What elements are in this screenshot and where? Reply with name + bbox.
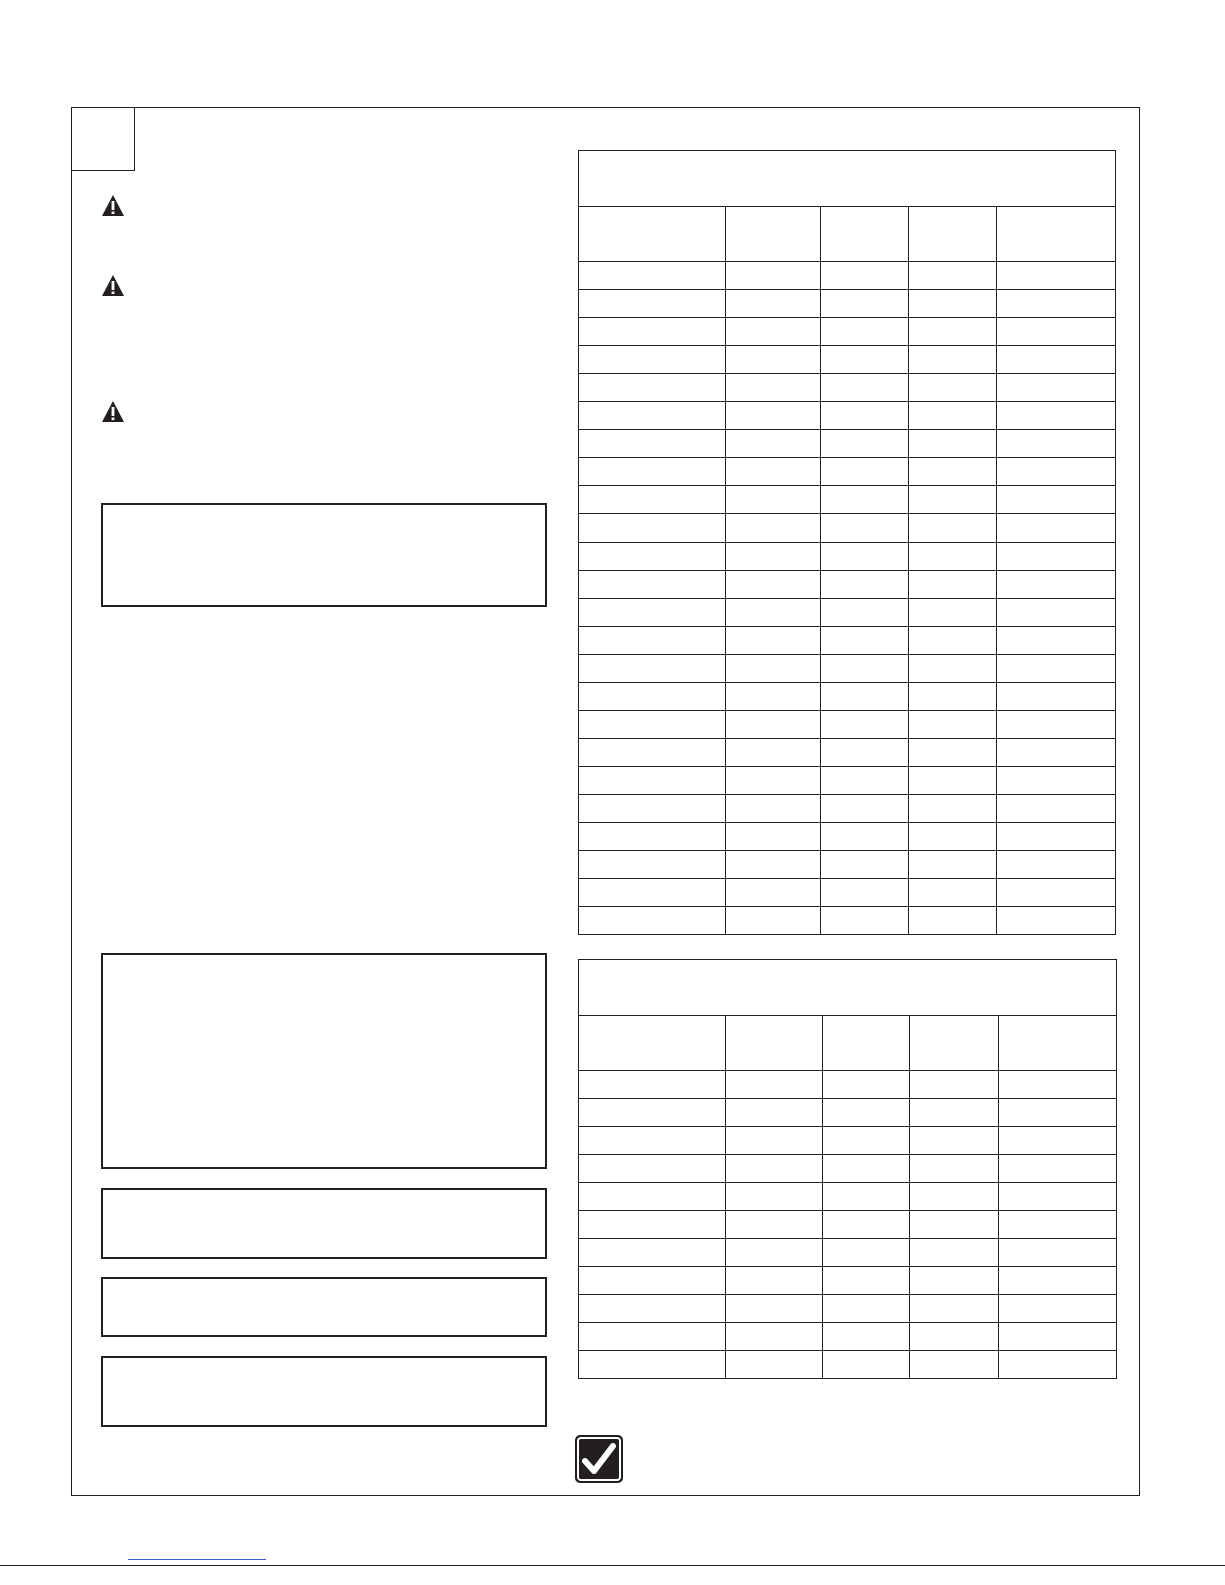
footer-link[interactable] xyxy=(128,1559,266,1560)
table-header-rule xyxy=(579,261,1115,262)
table-row xyxy=(579,429,1115,430)
note-box xyxy=(101,1277,547,1337)
table-header-cell xyxy=(822,1015,909,1070)
table-row xyxy=(579,710,1115,711)
note-box xyxy=(101,1188,547,1259)
table-row xyxy=(579,317,1115,318)
note-box xyxy=(101,1356,547,1427)
table-row xyxy=(579,1238,1116,1239)
table-row xyxy=(579,373,1115,374)
table-header-cell xyxy=(579,206,725,261)
table-row xyxy=(579,1322,1116,1323)
table-row xyxy=(579,850,1115,851)
table-header-cell xyxy=(908,206,996,261)
table-header-cell xyxy=(725,206,820,261)
warning-triangle-icon xyxy=(101,274,125,298)
table-row xyxy=(579,1154,1116,1155)
table-row xyxy=(579,682,1115,683)
table-row xyxy=(579,794,1115,795)
table-column-rule xyxy=(725,206,726,934)
warning-triangle-icon xyxy=(101,400,125,424)
table-row xyxy=(579,626,1115,627)
table-header-cell xyxy=(909,1015,998,1070)
table-row xyxy=(579,878,1115,879)
table-row xyxy=(579,766,1115,767)
table-title xyxy=(579,960,1116,1016)
table-row xyxy=(579,570,1115,571)
table-header-cell xyxy=(725,1015,822,1070)
table-row xyxy=(579,738,1115,739)
table-header-cell xyxy=(996,206,1115,261)
table-row xyxy=(579,1126,1116,1127)
table-column-rule xyxy=(820,206,821,934)
table-row xyxy=(579,485,1115,486)
table-row xyxy=(579,822,1115,823)
table-row xyxy=(579,1294,1116,1295)
table-column-rule xyxy=(909,1015,910,1378)
table-row xyxy=(579,513,1115,514)
table-header-cell xyxy=(998,1015,1116,1070)
warning-triangle-icon xyxy=(101,194,125,218)
table-column-rule xyxy=(998,1015,999,1378)
section-tab xyxy=(71,107,135,171)
footer-rule xyxy=(0,1565,1225,1566)
table-header-cell xyxy=(579,1015,725,1070)
table-row xyxy=(579,906,1115,907)
table-row xyxy=(579,345,1115,346)
table-header-cell xyxy=(820,206,908,261)
checkmark-icon xyxy=(574,1434,624,1484)
data-table xyxy=(578,959,1117,1379)
table-title xyxy=(579,151,1115,207)
table-row xyxy=(579,1350,1116,1351)
table-row xyxy=(579,1182,1116,1183)
table-column-rule xyxy=(996,206,997,934)
table-row xyxy=(579,1266,1116,1267)
table-row xyxy=(579,598,1115,599)
table-column-rule xyxy=(822,1015,823,1378)
table-row xyxy=(579,401,1115,402)
table-column-rule xyxy=(725,1015,726,1378)
table-row xyxy=(579,1098,1116,1099)
data-table xyxy=(578,150,1116,935)
note-box xyxy=(101,503,547,607)
table-row xyxy=(579,654,1115,655)
table-header-rule xyxy=(579,1070,1116,1071)
table-row xyxy=(579,1210,1116,1211)
table-row xyxy=(579,542,1115,543)
note-box xyxy=(101,953,547,1169)
table-column-rule xyxy=(908,206,909,934)
table-row xyxy=(579,289,1115,290)
table-row xyxy=(579,457,1115,458)
